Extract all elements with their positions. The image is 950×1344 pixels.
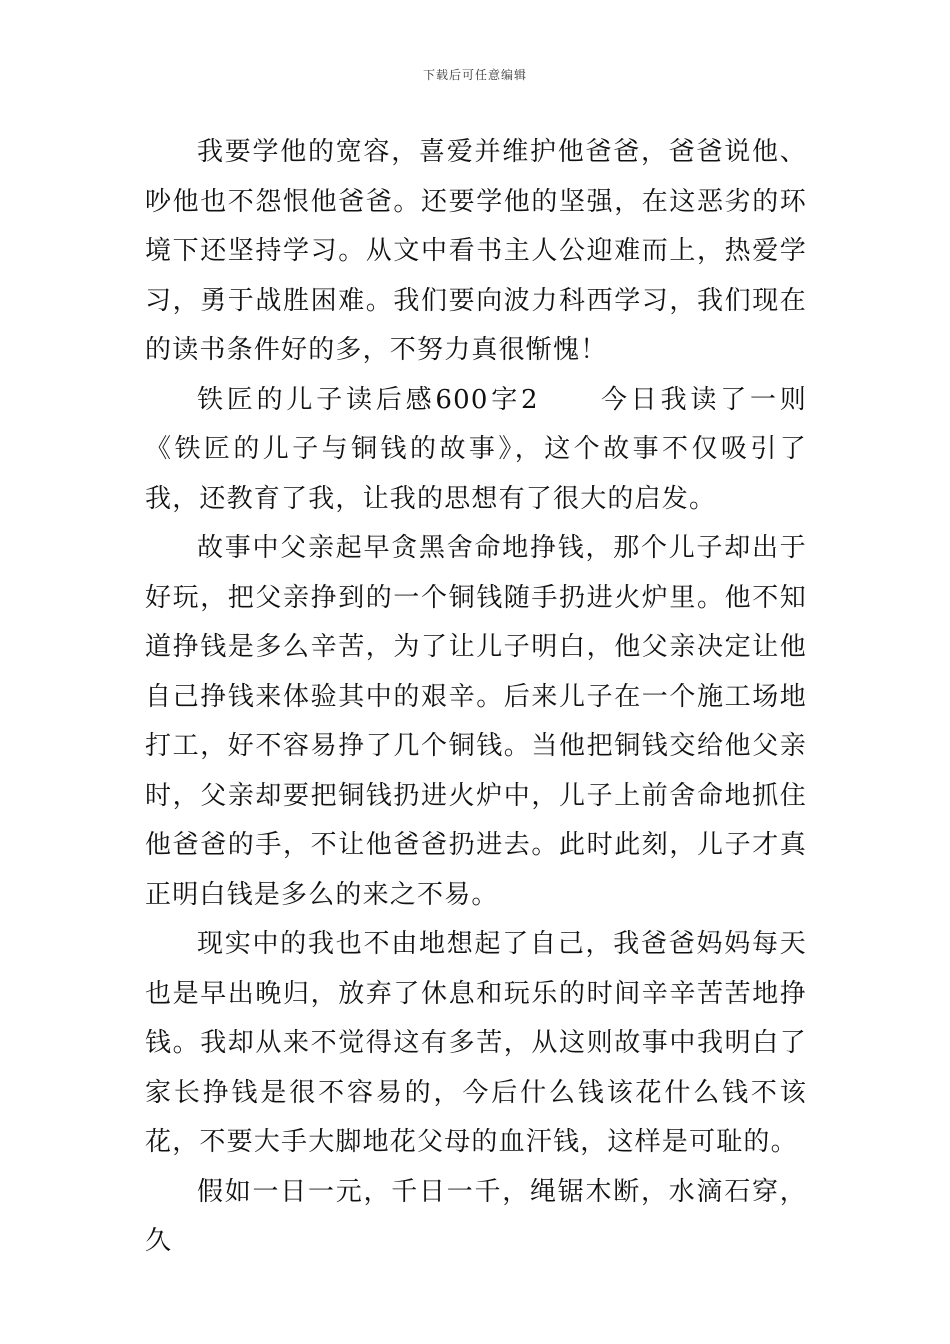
paragraph: 现实中的我也不由地想起了自己，我爸爸妈妈每天也是早出晚归，放弃了休息和玩乐的时间辛辛苦苦地挣钱。我却从来不觉得这有多苦，从这则故事中我明白了家长挣钱是很不容易的，今后什么钱该花什么钱不该花，不要大手大脚地花父母的血汗钱，这样是可耻的。 [145, 929, 807, 1157]
page-header-note: 下载后可任意编辑 [422, 68, 527, 82]
paragraph: 故事中父亲起早贪黑舍命地挣钱，那个儿子却出于好玩，把父亲挣到的一个铜钱随手扔进火炉里。他不知道挣钱是多么辛苦，为了让儿子明白，他父亲决定让他自己挣钱来体验其中的艰辛。后来儿子在一个施工场地打工，好不容易挣了几个铜钱。当他把铜钱交给他父亲时，父亲却要把铜钱扔进火炉中，儿子上前舍命地抓住他爸爸的手，不让他爸爸扔进去。此时此刻，儿子才真正明白钱是多么的来之不易。 [145, 533, 807, 910]
paragraph: 铁匠的儿子读后感600字2 今日我读了一则《铁匠的儿子与铜钱的故事》，这个故事不仅吸引了我，还教育了我，让我的思想有了很大的启发。 [145, 384, 807, 514]
document-body [145, 128, 807, 1267]
paragraph: 我要学他的宽容，喜爱并维护他爸爸，爸爸说他、吵他也不怨恨他爸爸。还要学他的坚强，在这恶劣的环境下还坚持学习。从文中看书主人公迎难而上，热爱学习，勇于战胜困难。我们要向波力科西学习，我们现在的读书条件好的多，不努力真很惭愧！ [145, 137, 807, 365]
paragraph: 假如一日一元，千日一千，绳锯木断，水滴石穿，久 [145, 1176, 807, 1256]
